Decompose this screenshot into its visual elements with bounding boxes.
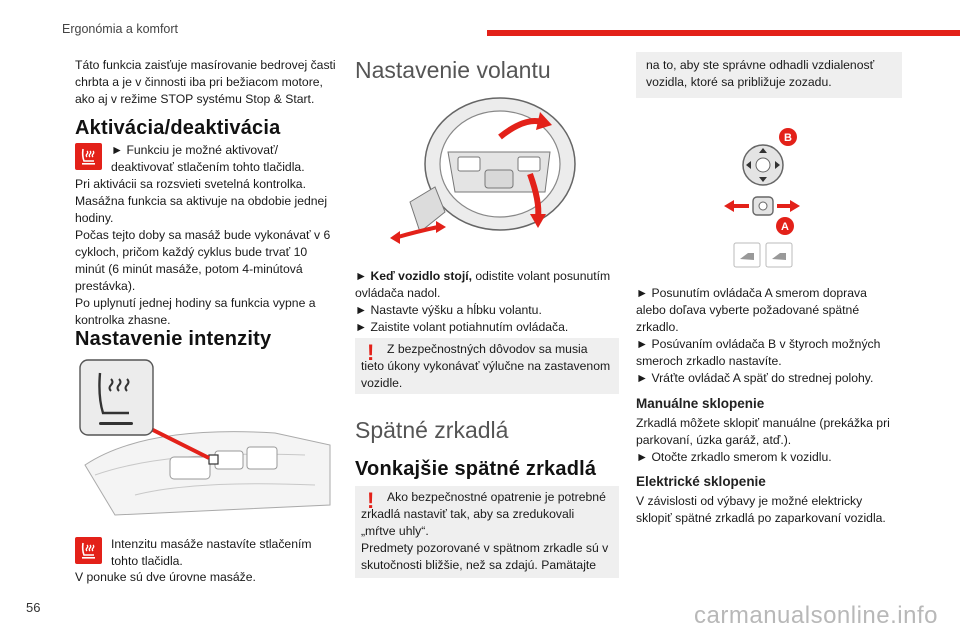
activation-first-line: ► Funkciu je možné aktivovať/ deaktivovať stlačením tohto tlačidla.: [111, 143, 305, 174]
section-title: Ergonómia a komfort: [62, 22, 179, 36]
steering-step-1-bold: Keď vozidlo stojí,: [370, 269, 472, 283]
label-b: B: [784, 132, 792, 144]
steering-step-2: ► Nastavte výšku a hĺbku volantu.: [355, 303, 542, 317]
massage-seat-icon: [75, 143, 102, 170]
header-accent-bar: [487, 30, 960, 36]
warning-exclamation-icon: !: [367, 340, 375, 365]
activation-heading: Aktivácia/deaktivácia: [75, 117, 281, 139]
electric-fold-heading: Elektrické sklopenie: [636, 474, 766, 489]
label-a: A: [781, 221, 789, 233]
mirror-control-illustration: [720, 125, 820, 275]
mirror-adjust-steps: ► Posunutím ovládača A smerom doprava alebo doľava vyberte požadované spätné zrkadlo. ► Posúvaním ovládača B v štyroch možných smeroch zrkadlo nastavíte. ► Vráťte ovládač A späť do strednej polohy.: [636, 286, 881, 385]
manual-fold-heading: Manuálne sklopenie: [636, 396, 765, 411]
steering-step-3: ► Zaistite volant potiahnutím ovládača.: [355, 320, 569, 334]
seat-massage-illustration: [75, 355, 337, 520]
steering-wheel-illustration: [390, 92, 585, 250]
steering-step-1-text: odistite volant posunutím ovládača nadol.: [355, 269, 611, 300]
bullet-arrow: ►: [355, 269, 371, 283]
warning-exclamation-icon: !: [367, 488, 375, 513]
intensity-first-line: Intenzitu masáže nastavíte stlačením tohto tlačidla.: [111, 537, 312, 568]
steering-warning-box: [355, 338, 619, 394]
massage-seat-icon: [75, 537, 102, 564]
electric-fold-text: V závislosti od výbavy je možné elektricky sklopiť spätné zrkadlá po zaparkovaní vozidla.: [636, 494, 886, 525]
steering-warning-text: Z bezpečnostných dôvodov sa musia tieto úkony vykonávať výlučne na zastavenom vozidle.: [361, 342, 611, 390]
watermark: carmanualsonline.info: [694, 602, 938, 629]
page-number: 56: [26, 600, 41, 615]
mirror-warning-continued-box: [636, 52, 902, 98]
mirror-warning-continued-text: na to, aby ste správne odhadli vzdialenosť vozidla, ktoré sa približuje zozadu.: [646, 58, 875, 89]
activation-description: Pri aktivácii sa rozsvieti svetelná kontrolka. Masážna funkcia sa aktivuje na obdobie jednej hodiny. Počas tejto doby sa masáž bude vykonávať v 6 cykloch, pričom každý cyklus bude trvať 10 minút (6 minút masáže, potom 4-minútová prestávka). Po uplynutí jednej hodiny sa funkcia vypne a kontrolka zhasne.: [75, 177, 331, 327]
manual-fold-text: Zrkadlá môžete sklopiť manuálne (prekážka pri parkovaní, úzka garáž, atď.). ► Otočte zrkadlo smerom k vozidlu.: [636, 416, 890, 464]
intensity-heading: Nastavenie intenzity: [75, 328, 272, 350]
mirror-warning-box: [355, 486, 619, 578]
mirrors-heading: Spätné zrkadlá: [355, 417, 509, 443]
outer-mirrors-heading: Vonkajšie spätné zrkadlá: [355, 458, 597, 480]
intro-paragraph: Táto funkcia zaisťuje masírovanie bedrovej časti chrbta a je v činnosti iba pri bežiacom motore, ako aj v režime STOP systému Stop & Start.: [75, 58, 336, 106]
steering-step-1: [355, 268, 617, 302]
intensity-levels-text: V ponuke sú dve úrovne masáže.: [75, 570, 256, 584]
steering-heading: Nastavenie volantu: [355, 57, 551, 83]
mirror-warning-text: Ako bezpečnostné opatrenie je potrebné zrkadlá nastaviť tak, aby sa zredukovali „mŕtve uhly“. Predmety pozorované v spätnom zrkadle sú v skutočnosti bližšie, než sa zdajú. Pamätajte: [361, 490, 609, 572]
